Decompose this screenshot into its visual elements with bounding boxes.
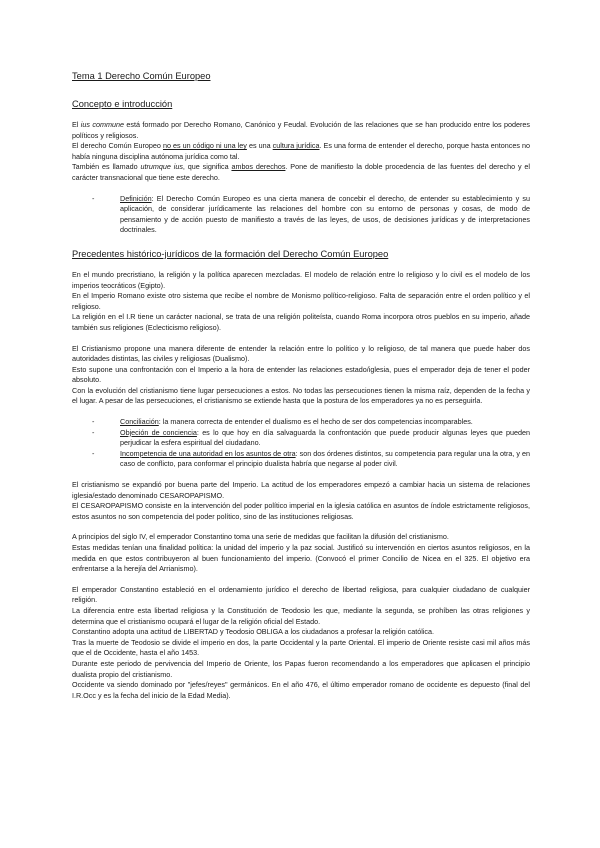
document-content: [72, 70, 530, 701]
paragraph: El CESAROPAPISMO consiste en la intervención del poder político imperial en la iglesia católica en asuntos de índole estrictamente religiosos, estos asuntos no son competencia del poder político, sino de las instituciones religiosas.: [72, 501, 530, 521]
paragraph: El emperador Constantino estableció en el ordenamiento jurídico el derecho de libertad religiosa, para cualquier ciudadano de cualquier religión.: [72, 584, 530, 605]
paragraph: La religión en el I.R tiene un carácter nacional, se trata de una religión politeísta, cuando Roma incorpora otros pueblos en su imperio, añade también sus religiones (Eclecticismo religioso).: [72, 312, 530, 332]
paragraph: A principios del siglo IV, el emperador Constantino toma una serie de medidas que facilitan la difusión del cristianismo.: [72, 532, 449, 542]
paragraph: Tras la muerte de Teodosio se divide el imperio en dos, la parte Occidental y la parte Oriental. El imperio de Oriente resiste casi mil años más que el de Occidente, hasta el año 1453.: [72, 637, 530, 658]
paragraph-utrumque-ius: También es llamado utrumque ius, que significa ambos derechos. Pone de manifiesto la doble procedencia de las fuentes del derecho y el carácter transnacional que tiene este derecho.: [72, 162, 530, 182]
section-heading-precedentes: Precedentes histórico-jurídicos de la formación del Derecho Común Europeo: [72, 248, 389, 259]
paragraph: El cristianismo se expandió por buena parte del Imperio. La actitud de los emperadores empezó a cambiar hacia un sistema de relaciones iglesia/estado denominado CESAROPAPISMO.: [72, 480, 530, 500]
paragraph: En el mundo precristiano, la religión y la política aparecen mezcladas. El modelo de relación entre lo religioso y lo civil es el modelo de los imperios teocráticos (Egipto).: [72, 269, 530, 290]
paragraph: Esto supone una confrontación con el Imperio a la hora de entender las relaciones estado/iglesia, pues el emperador deja de tener el poder absoluto.: [72, 364, 530, 385]
definition-list: [72, 194, 530, 236]
paragraph: El Cristianismo propone una manera diferente de entender la relación entre lo político y lo religioso, de tal manera que puede haber dos autoridades distintas, las civiles y religiosas (Dualismo).: [72, 343, 530, 364]
definition-item: - Definición: El Derecho Común Europeo es una cierta manera de concebir el derecho, de entender su establecimiento y su aplicación, de considerar jurídicamente las relaciones del hombre con su entorno de personas y cosas, de modo de pensamiento y de acción puesto de manifiesto a través de las leyes, de usos, de decisiones jurídicas y de interpretaciones doctrinales.: [72, 194, 530, 236]
paragraph: Con la evolución del cristianismo tiene lugar persecuciones a estos. No todas las persecuciones tienen la misma raíz, dependen de la fecha y el lugar. A pesar de las persecuciones, el cristianismo se extiende hasta que la postura de los emperadores ya no es perseguirla.: [72, 385, 530, 406]
document-title: Tema 1 Derecho Común Europeo: [72, 71, 211, 81]
paragraph: La diferencia entre esta libertad religiosa y la Constitución de Teodosio les que, mediante la segunda, se prohíben las otras religiones y determina que el cristianismo ocupará el lugar de la religión oficial del Estado.: [72, 605, 530, 626]
list-item: - Conciliación: la manera correcta de entender el dualismo es el hecho de ser dos competencias incomparables.: [72, 417, 530, 428]
dualism-list: [72, 417, 530, 470]
list-item: - Objeción de conciencia: es lo que hoy en día salvaguarda la confrontación que puede producir algunas leyes que pueden perjudicar la esfera espiritual del ciudadano.: [72, 428, 530, 449]
paragraph: Constantino adopta una actitud de LIBERTAD y Teodosio OBLIGA a los ciudadanos a profesar la religión católica.: [72, 627, 434, 637]
paragraph-cultura-juridica: El derecho Común Europeo no es un código ni una ley es una cultura jurídica. Es una forma de entender el derecho, porque hasta entonces no había ninguna disciplina autónoma jurídica como tal.: [72, 141, 530, 161]
paragraph: Durante este periodo de pervivencia del Imperio de Oriente, los Papas fueron recomendando a los emperadores que aplicasen el principio dualista propio del cristianismo.: [72, 658, 530, 679]
paragraph-ius-commune: El ius commune está formado por Derecho Romano, Canónico y Feudal. Evolución de las relaciones que se han producido entre los poderes políticos y religiosos.: [72, 120, 530, 140]
section-heading-concepto: Concepto e introducción: [72, 99, 173, 109]
paragraph: En el Imperio Romano existe otro sistema que recibe el nombre de Monismo político-religioso. Falta de separación entre el orden político y el religioso.: [72, 291, 530, 311]
paragraph: Estas medidas tenían una finalidad política: la unidad del imperio y la paz social. Justificó su intervención en ciertos asuntos religiosos, en la medida en que estos contribuyeron al buen funcionamiento del imperio. (Convocó el primer Concilio de Nicea en el 325. El objetivo era enfrentarse a la herejía del Arrianismo).: [72, 543, 530, 574]
paragraph: Occidente va siendo dominado por "jefes/reyes" germánicos. En el año 476, el último emperador romano de occidente es depuesto (final del I.R.Occ y es la fecha del inicio de la Edad Media).: [72, 680, 530, 700]
list-item: - Incompetencia de una autoridad en los asuntos de otra: son dos órdenes distintos, su competencia para regular una la otra, y en caso de conflicto, para conformar el principio dualista habría que negarse al poder civil.: [72, 449, 530, 470]
